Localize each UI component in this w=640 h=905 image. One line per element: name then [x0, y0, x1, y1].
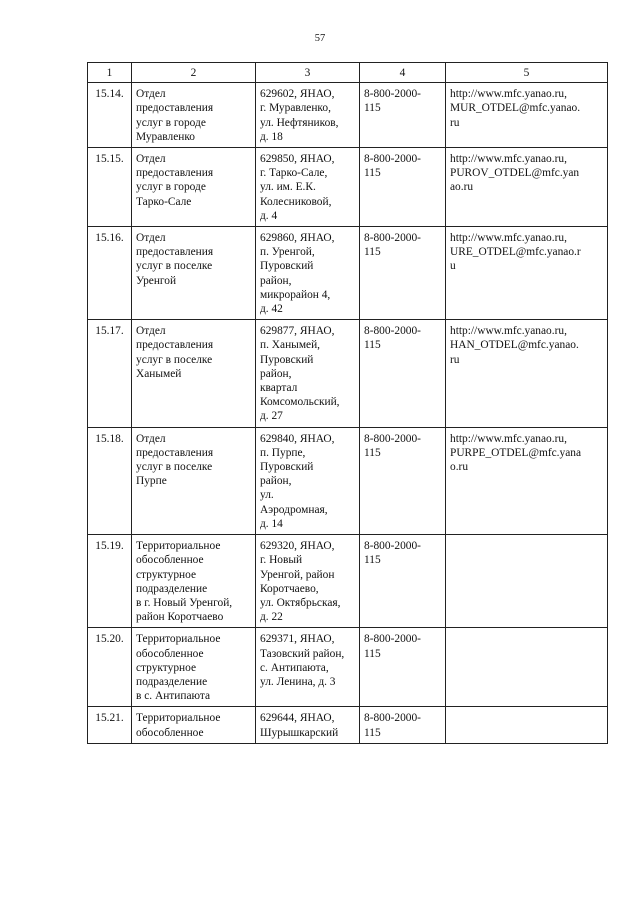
row-number: 15.20.	[88, 628, 132, 707]
column-header: 2	[132, 63, 256, 83]
office-name-line: предоставления	[136, 446, 214, 459]
office-address-cell	[256, 628, 360, 707]
column-header: 3	[256, 63, 360, 83]
row-number: 15.18.	[88, 427, 132, 534]
office-web-email-line: MUR_OTDEL@mfc.yanao.	[450, 102, 581, 115]
office-name-line: в г. Новый Уренгой,	[136, 596, 233, 609]
office-name-line: Тарко-Сале	[136, 195, 192, 208]
office-web-email-cell	[446, 427, 608, 534]
office-address-line: г. Тарко-Сале,	[260, 167, 328, 180]
office-phone-cell	[360, 227, 446, 320]
office-address-line: Комсомольский,	[260, 396, 340, 409]
office-phone-line: 8-800-2000-	[364, 540, 421, 553]
row-number: 15.21.	[88, 707, 132, 743]
office-name-line: подразделение	[136, 582, 208, 595]
office-web-email-cell	[446, 320, 608, 427]
office-web-email-cell	[446, 148, 608, 227]
office-name-line: Уренгой	[136, 274, 177, 287]
office-name-cell	[132, 148, 256, 227]
office-name-cell	[132, 628, 256, 707]
office-name-line: Пурпе	[136, 475, 167, 488]
office-address-cell	[256, 227, 360, 320]
office-name-line: предоставления	[136, 339, 214, 352]
table-row	[88, 83, 608, 148]
office-phone-line: 115	[364, 102, 381, 115]
office-web-email-line: ao.ru	[450, 181, 474, 194]
office-web-email-line: http://www.mfc.yanao.ru,	[450, 325, 567, 338]
office-address-line: 629860, ЯНАО,	[260, 232, 335, 245]
office-address-line: ул.	[260, 489, 274, 502]
office-name-line: Территориальное	[136, 633, 221, 646]
office-address-cell	[256, 707, 360, 743]
office-phone-line: 8-800-2000-	[364, 325, 421, 338]
office-address-line: район,	[260, 475, 292, 488]
office-phone-line: 8-800-2000-	[364, 432, 421, 445]
office-address-line: с. Антипаюта,	[260, 661, 329, 674]
office-address-line: квартал	[260, 382, 298, 395]
office-address-cell	[256, 83, 360, 148]
office-address-line: д. 27	[260, 410, 283, 423]
office-address-line: Колесниковой,	[260, 195, 332, 208]
office-name-line: Муравленко	[136, 130, 196, 143]
office-name-line: услуг в поселке	[136, 260, 213, 273]
office-address-line: д. 18	[260, 130, 283, 143]
office-phone-cell	[360, 535, 446, 628]
office-web-email-line: http://www.mfc.yanao.ru,	[450, 88, 567, 101]
table-row	[88, 628, 608, 707]
column-header: 5	[446, 63, 608, 83]
office-address-line: ул. Октябрьская,	[260, 596, 341, 609]
office-address-cell	[256, 427, 360, 534]
office-address-line: Шурышкарский	[260, 726, 339, 739]
office-name-line: структурное	[136, 661, 197, 674]
table-row	[88, 227, 608, 320]
office-phone-line: 8-800-2000-	[364, 153, 421, 166]
office-name-line: обособленное	[136, 647, 204, 660]
office-web-email-cell	[446, 83, 608, 148]
office-address-line: 629644, ЯНАО,	[260, 712, 335, 725]
office-web-email-line: URE_OTDEL@mfc.yanao.r	[450, 246, 581, 259]
office-phone-line: 115	[364, 446, 381, 459]
office-name-line: в с. Антипаюта	[136, 690, 211, 703]
row-number: 15.14.	[88, 83, 132, 148]
office-address-line: микрорайон 4,	[260, 288, 331, 301]
office-web-email-line: HAN_OTDEL@mfc.yanao.	[450, 339, 579, 352]
office-name-line: услуг в городе	[136, 181, 206, 194]
office-name-cell	[132, 227, 256, 320]
office-phone-line: 115	[364, 167, 381, 180]
office-name-cell	[132, 535, 256, 628]
column-header: 4	[360, 63, 446, 83]
office-phone-cell	[360, 320, 446, 427]
office-web-email-cell	[446, 535, 608, 628]
office-address-line: Пуровский	[260, 260, 314, 273]
office-phone-cell	[360, 83, 446, 148]
office-name-cell	[132, 707, 256, 743]
office-name-line: предоставления	[136, 102, 214, 115]
office-address-line: Уренгой, район	[260, 568, 335, 581]
office-web-email-line: PURPE_OTDEL@mfc.yana	[450, 446, 582, 459]
row-number: 15.16.	[88, 227, 132, 320]
office-address-line: Аэродромная,	[260, 503, 328, 516]
office-name-line: услуг в поселке	[136, 461, 213, 474]
office-phone-line: 115	[364, 554, 381, 567]
office-address-line: 629371, ЯНАО,	[260, 633, 335, 646]
office-web-email-line: ru	[450, 116, 460, 129]
office-name-line: Отдел	[136, 153, 166, 166]
page-number: 57	[314, 33, 326, 44]
office-web-email-line: o.ru	[450, 461, 469, 474]
office-name-line: Территориальное	[136, 712, 221, 725]
office-phone-cell	[360, 707, 446, 743]
office-address-line: ул. Нефтяников,	[260, 116, 339, 129]
office-phone-cell	[360, 628, 446, 707]
office-address-line: д. 42	[260, 303, 283, 316]
table-row	[88, 320, 608, 427]
office-name-line: Территориальное	[136, 540, 221, 553]
office-name-line: услуг в городе	[136, 116, 206, 129]
office-address-cell	[256, 320, 360, 427]
office-web-email-line: http://www.mfc.yanao.ru,	[450, 432, 567, 445]
office-address-line: ул. им. Е.К.	[260, 181, 316, 194]
office-phone-line: 8-800-2000-	[364, 712, 421, 725]
office-phone-line: 8-800-2000-	[364, 88, 421, 101]
office-address-line: 629877, ЯНАО,	[260, 325, 335, 338]
office-address-line: д. 14	[260, 517, 283, 530]
office-web-email-line: http://www.mfc.yanao.ru,	[450, 232, 567, 245]
office-name-line: структурное	[136, 568, 197, 581]
office-address-line: 629850, ЯНАО,	[260, 153, 335, 166]
column-header: 1	[88, 63, 132, 83]
office-address-line: район,	[260, 274, 292, 287]
offices-table	[87, 62, 608, 744]
office-phone-line: 115	[364, 726, 381, 739]
table-body	[88, 83, 608, 744]
row-number: 15.17.	[88, 320, 132, 427]
table-row	[88, 148, 608, 227]
office-address-line: п. Уренгой,	[260, 246, 315, 259]
table-row	[88, 427, 608, 534]
office-name-line: Ханымей	[136, 367, 182, 380]
office-phone-line: 115	[364, 339, 381, 352]
office-address-line: д. 22	[260, 611, 283, 624]
office-address-line: Пуровский	[260, 461, 314, 474]
office-address-line: район,	[260, 367, 292, 380]
office-name-line: подразделение	[136, 675, 208, 688]
office-address-line: г. Новый	[260, 554, 303, 567]
office-address-line: Тазовский район,	[260, 647, 345, 660]
office-address-line: п. Ханымей,	[260, 339, 321, 352]
office-phone-line: 8-800-2000-	[364, 633, 421, 646]
office-name-cell	[132, 320, 256, 427]
office-address-line: ул. Ленина, д. 3	[260, 675, 336, 688]
office-address-line: 629320, ЯНАО,	[260, 540, 335, 553]
office-address-line: Коротчаево,	[260, 582, 319, 595]
office-name-line: Отдел	[136, 432, 166, 445]
table-header-row	[88, 63, 608, 83]
office-address-line: 629602, ЯНАО,	[260, 88, 335, 101]
office-name-line: Отдел	[136, 232, 166, 245]
office-address-cell	[256, 148, 360, 227]
table-row	[88, 535, 608, 628]
office-name-cell	[132, 83, 256, 148]
office-address-cell	[256, 535, 360, 628]
office-web-email-line: u	[450, 260, 456, 273]
office-phone-line: 115	[364, 246, 381, 259]
office-name-line: Отдел	[136, 88, 166, 101]
office-name-line: район Коротчаево	[136, 611, 224, 624]
office-name-line: обособленное	[136, 726, 204, 739]
table-row	[88, 707, 608, 743]
office-address-line: г. Муравленко,	[260, 102, 331, 115]
office-web-email-line: http://www.mfc.yanao.ru,	[450, 153, 567, 166]
office-address-line: 629840, ЯНАО,	[260, 432, 335, 445]
row-number: 15.19.	[88, 535, 132, 628]
office-name-line: предоставления	[136, 246, 214, 259]
office-address-line: п. Пурпе,	[260, 446, 306, 459]
office-address-line: Пуровский	[260, 353, 314, 366]
office-name-cell	[132, 427, 256, 534]
office-web-email-cell	[446, 227, 608, 320]
row-number: 15.15.	[88, 148, 132, 227]
office-web-email-line: PUROV_OTDEL@mfc.yan	[450, 167, 580, 180]
office-phone-cell	[360, 427, 446, 534]
office-web-email-cell	[446, 628, 608, 707]
office-phone-line: 115	[364, 647, 381, 660]
office-name-line: услуг в поселке	[136, 353, 213, 366]
office-web-email-line: ru	[450, 353, 460, 366]
office-phone-line: 8-800-2000-	[364, 232, 421, 245]
office-web-email-cell	[446, 707, 608, 743]
office-phone-cell	[360, 148, 446, 227]
office-name-line: предоставления	[136, 167, 214, 180]
office-address-line: д. 4	[260, 209, 278, 222]
office-name-line: обособленное	[136, 554, 204, 567]
office-name-line: Отдел	[136, 325, 166, 338]
